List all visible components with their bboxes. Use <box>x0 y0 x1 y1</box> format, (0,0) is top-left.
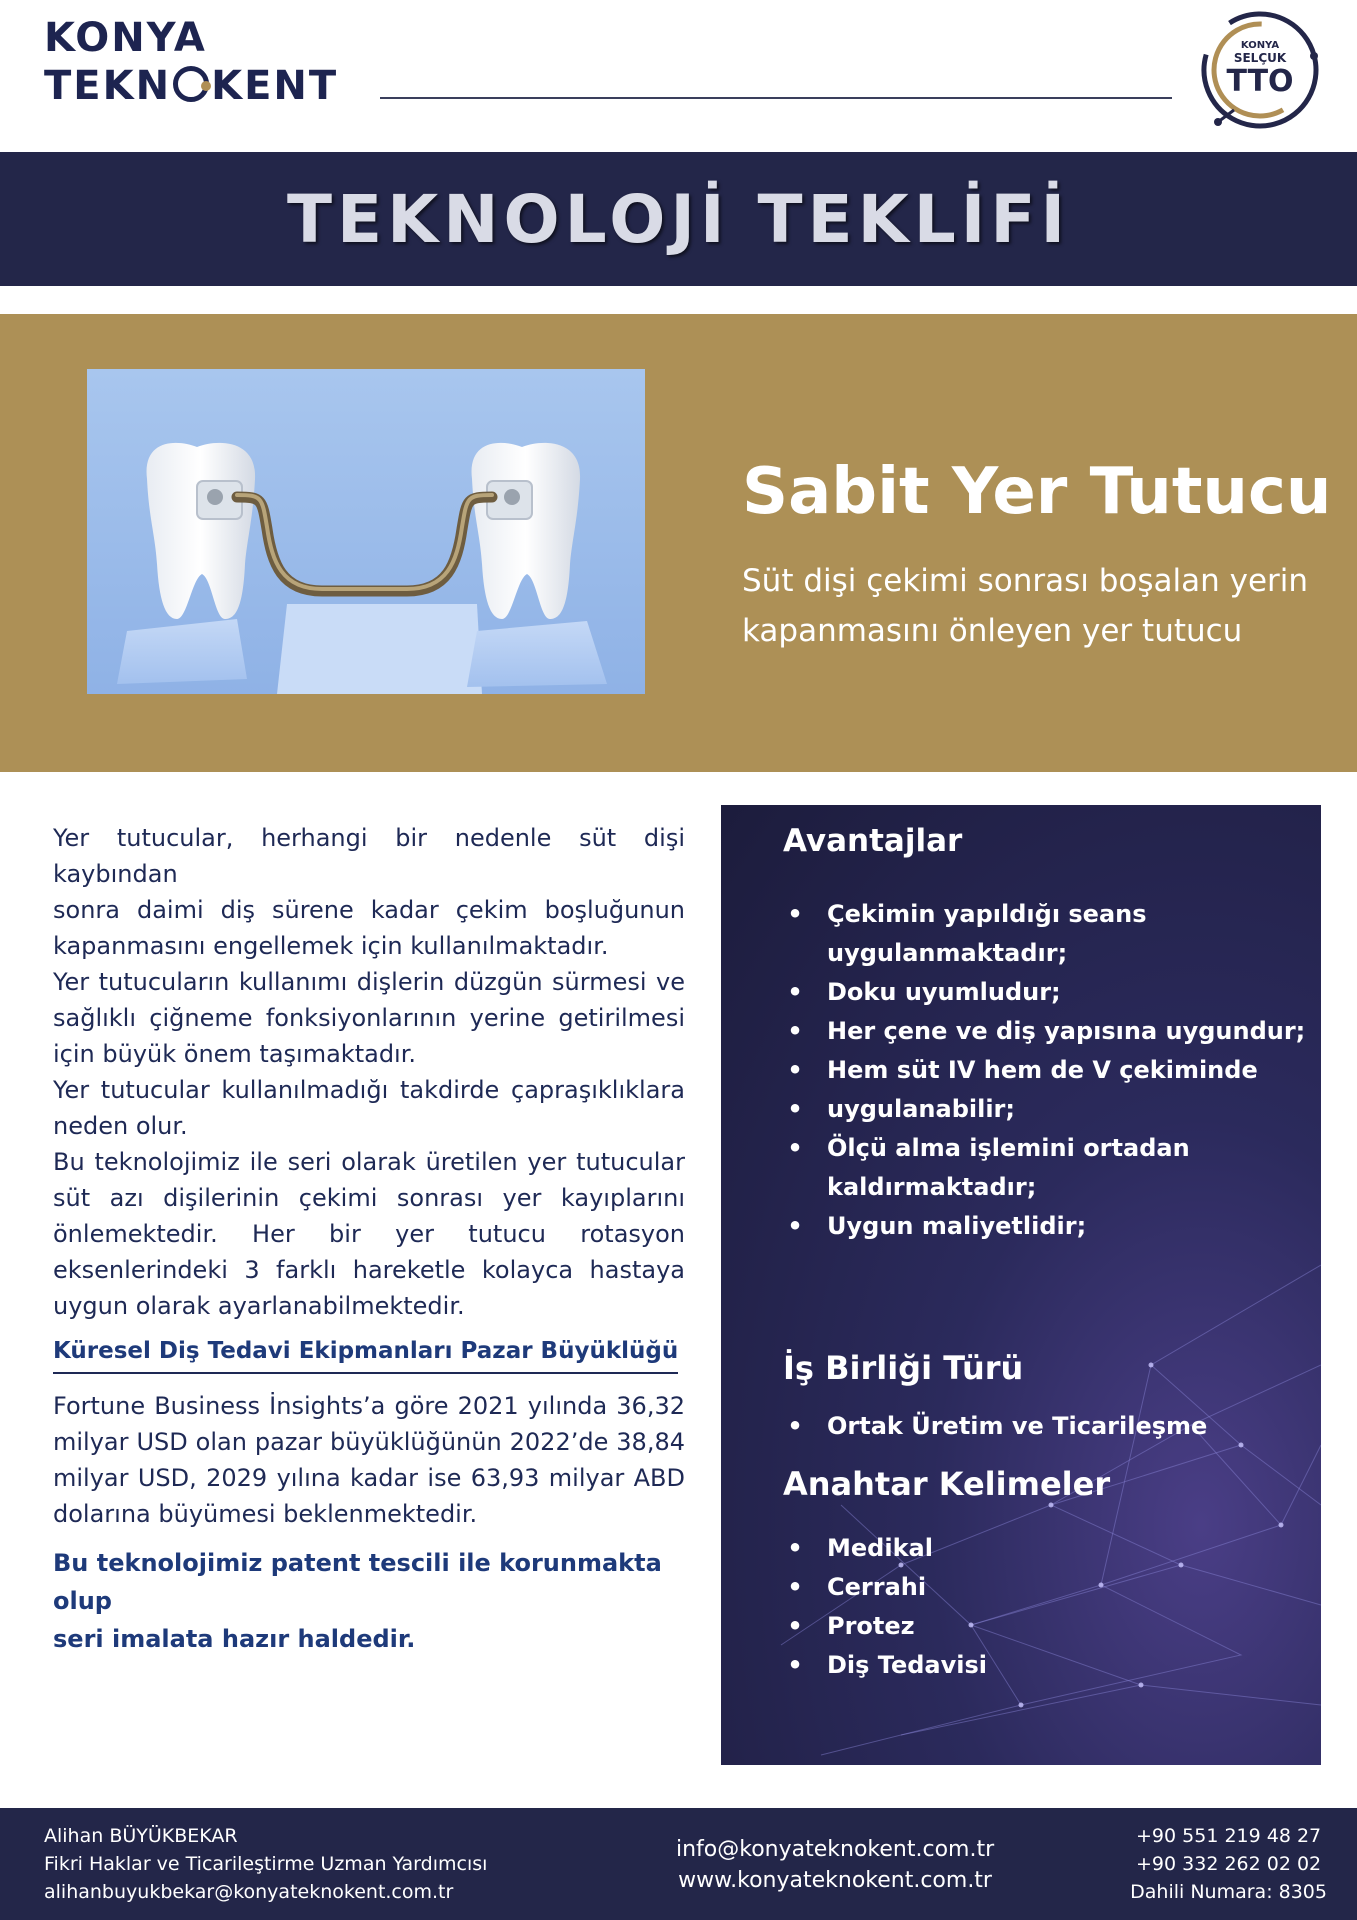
advantages-list <box>783 895 1305 1246</box>
list-item-text: Protez <box>827 1612 915 1640</box>
list-item <box>783 1607 987 1646</box>
bullet-icon: • <box>787 978 803 1006</box>
title-band <box>0 152 1357 286</box>
list-item-text: Ortak Üretim ve Ticarileşme <box>827 1412 1208 1440</box>
info-email[interactable]: info@konyateknokent.com.tr <box>676 1837 995 1862</box>
bullet-icon: • <box>787 1095 803 1123</box>
list-item <box>783 1012 1305 1051</box>
list-item-text: Cerrahi <box>827 1573 927 1601</box>
list-item-text: Ölçü alma işlemini ortadan <box>827 1134 1190 1162</box>
text-line: Bu teknolojimiz ile seri olarak üretilen yer tutucular <box>53 1148 685 1176</box>
list-item <box>783 895 1305 934</box>
list-item-text: Diş Tedavisi <box>827 1651 988 1679</box>
list-item <box>783 1051 1305 1090</box>
bullet-icon: • <box>787 1134 803 1162</box>
contact-person <box>44 1822 487 1906</box>
phone-contact <box>1130 1822 1327 1906</box>
bullet-icon: • <box>787 1056 803 1084</box>
text-line: dolarına büyümesi beklenmektedir. <box>53 1500 478 1528</box>
bullet-icon: • <box>787 1412 803 1440</box>
features-panel <box>721 805 1321 1765</box>
text-line: eksenlerindeki 3 farklı hareketle kolayca hastaya <box>53 1256 685 1284</box>
text-line: sonra daimi diş sürene kadar çekim boşluğunun <box>53 896 685 924</box>
list-item <box>783 1407 1207 1446</box>
header-divider <box>380 97 1172 99</box>
keywords-list <box>783 1529 987 1685</box>
list-item-text: Uygun maliyetlidir; <box>827 1212 1087 1240</box>
list-item-text: uygulanabilir; <box>827 1095 1015 1123</box>
market-heading: Küresel Diş Tedavi Ekipmanları Pazar Büyüklüğü <box>53 1338 678 1374</box>
text-line: Fortune Business İnsights’a göre 2021 yılında 36,32 <box>53 1392 685 1420</box>
logo-o-icon <box>173 66 209 102</box>
bullet-icon: • <box>787 1017 803 1045</box>
logo-right-big: TTO <box>1226 64 1294 99</box>
list-item-text: Doku uyumludur; <box>827 978 1061 1006</box>
keywords-title: Anahtar Kelimeler <box>783 1465 1111 1503</box>
selcuk-tto-logo <box>1198 4 1328 132</box>
phone-extension: Dahili Numara: 8305 <box>1130 1881 1327 1903</box>
product-subtitle: Süt dişi çekimi sonrası boşalan yerin kapanmasını önleyen yer tutucu <box>742 563 1309 649</box>
text-line: önlemektedir. Her bir yer tutucu rotasyon <box>53 1220 685 1248</box>
text-line: Yer tutucular kullanılmadığı takdirde çapraşıklıklara <box>53 1076 685 1104</box>
bullet-icon: • <box>787 900 803 928</box>
list-item <box>783 1129 1305 1168</box>
text-line: neden olur. <box>53 1112 188 1140</box>
text-line: kapanmasını engellemek için kullanılmaktadır. <box>53 932 609 960</box>
advantages-title: Avantajlar <box>783 823 963 859</box>
contact-email[interactable]: alihanbuyukbekar@konyateknokent.com.tr <box>44 1881 454 1903</box>
list-item-text: Çekimin yapıldığı seans <box>827 900 1147 928</box>
bullet-icon: • <box>787 1612 803 1640</box>
list-item <box>783 973 1305 1012</box>
text-line: Yer tutucuların kullanımı dişlerin düzgün sürmesi ve <box>53 968 685 996</box>
text-line: Yer tutucular, herhangi bir nedenle süt dişi kaybından <box>53 824 685 888</box>
list-item <box>783 1568 987 1607</box>
cooperation-title: İş Birliği Türü <box>783 1349 1024 1387</box>
cooperation-list <box>783 1407 1207 1446</box>
contact-name: Alihan BÜYÜKBEKAR <box>44 1825 238 1847</box>
patent-text: Bu teknolojimiz patent tescili ile korunmakta olup seri imalata hazır haldedir. <box>53 1549 662 1653</box>
bullet-icon: • <box>787 1573 803 1601</box>
text-line: sağlıklı çiğneme fonksiyonlarının yerine getirilmesi <box>53 1004 685 1032</box>
logo-line-2: TEKN KENT <box>44 63 339 109</box>
konya-teknokent-logo <box>44 14 364 124</box>
company-contact <box>676 1834 994 1896</box>
list-item-text: kaldırmaktadır; <box>827 1173 1037 1201</box>
phone-office[interactable]: +90 332 262 02 02 <box>1136 1853 1322 1875</box>
list-item <box>783 934 1305 973</box>
list-item <box>783 1646 987 1685</box>
product-title: Sabit Yer Tutucu <box>742 455 1332 529</box>
phone-mobile[interactable]: +90 551 219 48 27 <box>1136 1825 1322 1847</box>
bullet-icon: • <box>787 1534 803 1562</box>
text-line: süt azı dişilerinin çekimi sonrası yer kayıplarını <box>53 1184 685 1212</box>
contact-role: Fikri Haklar ve Ticarileştirme Uzman Yardımcısı <box>44 1853 488 1875</box>
description-text <box>53 820 685 1324</box>
website-link[interactable]: www.konyateknokent.com.tr <box>678 1868 992 1893</box>
list-item <box>783 1207 1305 1246</box>
bullet-icon: • <box>787 1651 803 1679</box>
space-maintainer-image <box>87 369 645 694</box>
logo-right-mid: SELÇUK <box>1233 51 1287 65</box>
list-item <box>783 1090 1305 1129</box>
list-item <box>783 1529 987 1568</box>
list-item-text: Her çene ve diş yapısına uygundur; <box>827 1017 1306 1045</box>
description-column <box>53 820 685 1658</box>
market-text <box>53 1388 685 1532</box>
list-item-text: Hem süt IV hem de V çekiminde <box>827 1056 1258 1084</box>
text-line: uygun olarak ayarlanabilmektedir. <box>53 1292 465 1320</box>
bullet-icon: • <box>787 1212 803 1240</box>
text-line: milyar USD, 2029 yılına kadar ise 63,93 milyar ABD <box>53 1464 685 1492</box>
page-title: TEKNOLOJİ TEKLİFİ <box>287 180 1070 258</box>
list-item-text: uygulanmaktadır; <box>827 939 1068 967</box>
logo-line-1: KONYA <box>44 15 207 61</box>
list-item <box>783 1168 1305 1207</box>
logo-right-top: KONYA <box>1240 40 1280 51</box>
text-line: için büyük önem taşımaktadır. <box>53 1040 417 1068</box>
footer <box>0 1808 1357 1920</box>
list-item-text: Medikal <box>827 1534 933 1562</box>
text-line: milyar USD olan pazar büyüklüğünün 2022’de 38,84 <box>53 1428 685 1456</box>
